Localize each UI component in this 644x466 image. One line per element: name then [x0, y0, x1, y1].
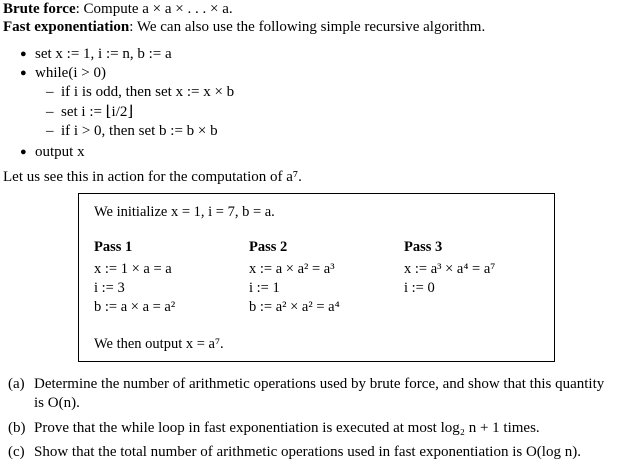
pass-3-i: i := 0: [404, 280, 435, 296]
question-a-line-2: is O(n).: [34, 395, 80, 411]
brute-force-label: Brute force: [3, 1, 76, 17]
pass-3-title: Pass 3: [404, 239, 443, 255]
pass-1-b: b := a × a = a²: [94, 299, 176, 315]
dash-icon: –: [46, 84, 54, 100]
pass-2-title: Pass 2: [249, 239, 288, 255]
pass-2-b: b := a² × a² = a⁴: [249, 299, 340, 315]
question-c-label: (c): [8, 444, 25, 460]
question-a-label: (a): [8, 376, 25, 392]
pass-2-i: i := 1: [249, 280, 280, 296]
algo-step-3: output x: [35, 144, 85, 160]
bullet-icon: ●: [20, 146, 27, 158]
algo-substep-1: if i is odd, then set x := x × b: [61, 84, 235, 100]
output-line: We then output x = a⁷.: [94, 336, 224, 352]
brute-force-line: [3, 0, 233, 18]
dash-icon: –: [46, 123, 54, 139]
algo-step-1: set x := 1, i := n, b := a: [35, 46, 172, 62]
fast-exp-text: : We can also use the following simple recursive algorithm.: [129, 19, 486, 35]
question-a-line-1: Determine the number of arithmetic operations used by brute force, and show that this quantity: [34, 376, 605, 392]
pass-1-x: x := 1 × a = a: [94, 261, 172, 277]
example-intro: Let us see this in action for the computation of a⁷.: [3, 169, 302, 185]
question-b-label: (b): [8, 420, 26, 436]
question-c-line-1: Show that the total number of arithmetic operations used in fast exponentiation is O(log n).: [34, 444, 581, 460]
dash-icon: –: [46, 104, 54, 120]
question-b-line-1: Prove that the while loop in fast exponentiation is executed at most log₂ n + 1 times.: [34, 420, 540, 436]
bullet-icon: ●: [20, 67, 27, 79]
algo-substep-3: if i > 0, then set b := b × b: [61, 123, 218, 139]
pass-2-x: x := a × a² = a³: [249, 261, 335, 277]
pass-1-i: i := 3: [94, 280, 125, 296]
fast-exp-label: Fast exponentiation: [3, 19, 130, 35]
algo-substep-2: set i := ⌊i/2⌋: [61, 104, 134, 120]
fast-exp-line: [3, 18, 485, 36]
init-line: We initialize x = 1, i = 7, b = a.: [94, 204, 275, 220]
example-box: [78, 193, 555, 362]
bullet-icon: ●: [20, 48, 27, 60]
brute-force-text: : Compute a × a × . . . × a.: [75, 1, 233, 17]
pass-3-x: x := a³ × a⁴ = a⁷: [404, 261, 496, 277]
pass-1-title: Pass 1: [94, 239, 133, 255]
algo-step-2: while(i > 0): [35, 65, 106, 81]
